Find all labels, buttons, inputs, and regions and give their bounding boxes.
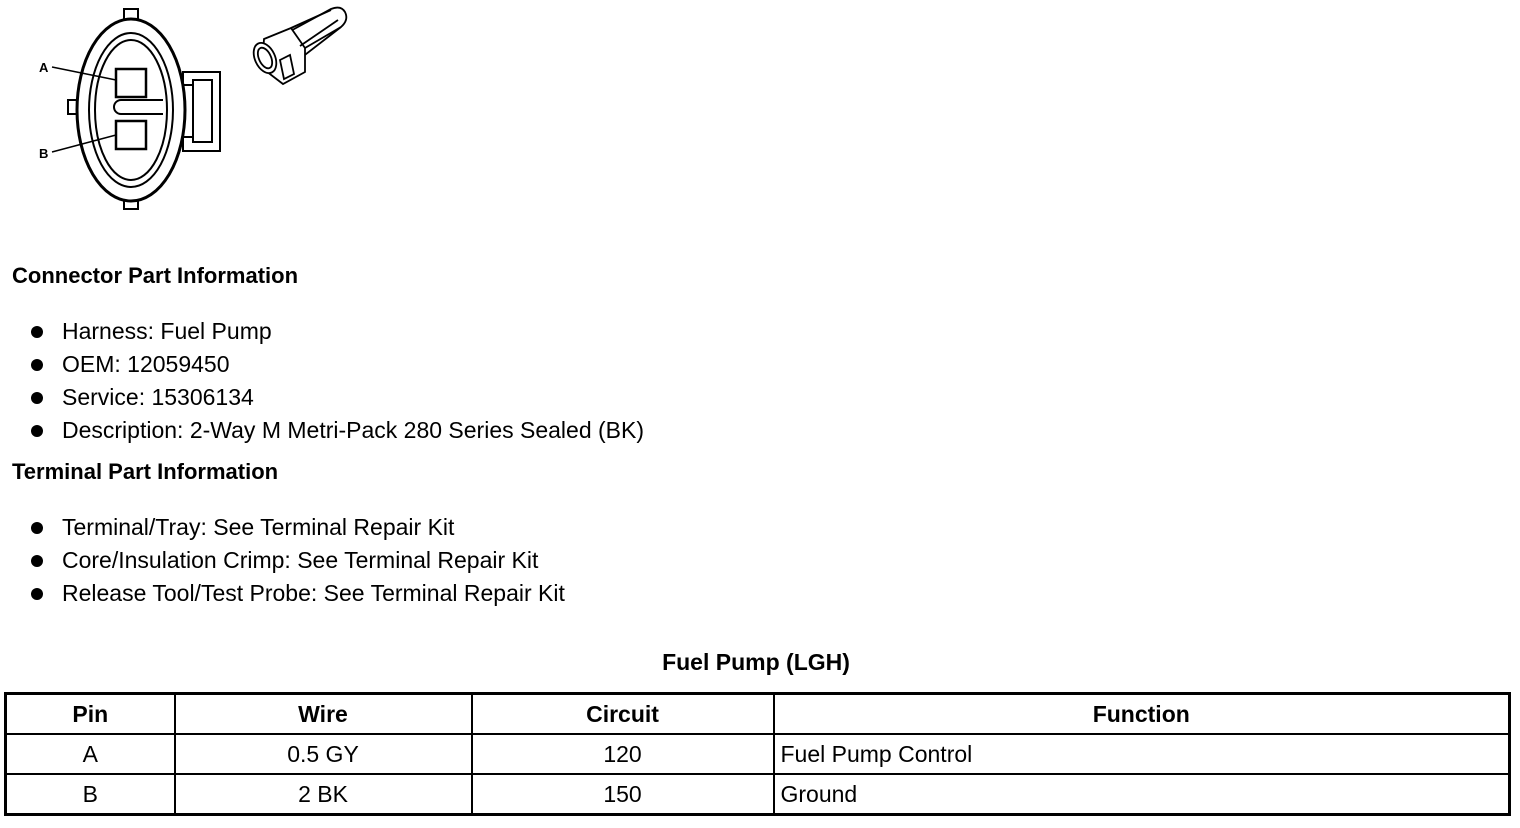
terminal-info-list <box>28 511 565 610</box>
bullet-icon <box>31 392 43 404</box>
bullet-icon <box>31 425 43 437</box>
list-item <box>28 511 565 544</box>
terminal-info-heading: Terminal Part Information <box>12 459 279 484</box>
header-wire: Wire <box>175 694 472 735</box>
oem-text: OEM: 12059450 <box>62 351 230 377</box>
header-circuit: Circuit <box>472 694 774 735</box>
cell-function: Fuel Pump Control <box>774 734 1510 774</box>
cell-pin: B <box>6 774 175 815</box>
table-row <box>6 774 1510 815</box>
crimp-text: Core/Insulation Crimp: See Terminal Repair Kit <box>62 547 539 573</box>
connector-info-heading: Connector Part Information <box>12 263 299 288</box>
cell-circuit: 150 <box>472 774 774 815</box>
connector-info-list <box>28 315 644 447</box>
cell-pin: A <box>6 734 175 774</box>
connector-diagram <box>0 0 360 215</box>
release-tool-text: Release Tool/Test Probe: See Terminal Repair Kit <box>62 580 565 606</box>
harness-text: Harness: Fuel Pump <box>62 318 272 344</box>
bullet-icon <box>31 555 43 567</box>
cell-circuit: 120 <box>472 734 774 774</box>
service-text: Service: 15306134 <box>62 384 254 410</box>
list-item <box>28 577 565 610</box>
table-title: Fuel Pump (LGH) <box>662 649 850 675</box>
header-function: Function <box>774 694 1510 735</box>
bullet-icon <box>31 588 43 600</box>
bullet-icon <box>31 359 43 371</box>
description-text: Description: 2-Way M Metri-Pack 280 Series Sealed (BK) <box>62 417 645 443</box>
list-item <box>28 544 565 577</box>
list-item <box>28 414 644 447</box>
pin-label-a: A <box>39 60 49 75</box>
list-item <box>28 348 644 381</box>
connector-isometric-icon <box>249 8 346 84</box>
cell-wire: 0.5 GY <box>175 734 472 774</box>
cell-wire: 2 BK <box>175 774 472 815</box>
list-item <box>28 315 644 348</box>
bullet-icon <box>31 522 43 534</box>
cell-function: Ground <box>774 774 1510 815</box>
list-item <box>28 381 644 414</box>
pinout-table <box>4 692 1511 816</box>
header-pin: Pin <box>6 694 175 735</box>
table-row <box>6 734 1510 774</box>
pin-label-b: B <box>39 146 49 161</box>
terminal-tray-text: Terminal/Tray: See Terminal Repair Kit <box>62 514 455 540</box>
table-header-row <box>6 694 1510 735</box>
bullet-icon <box>31 326 43 338</box>
